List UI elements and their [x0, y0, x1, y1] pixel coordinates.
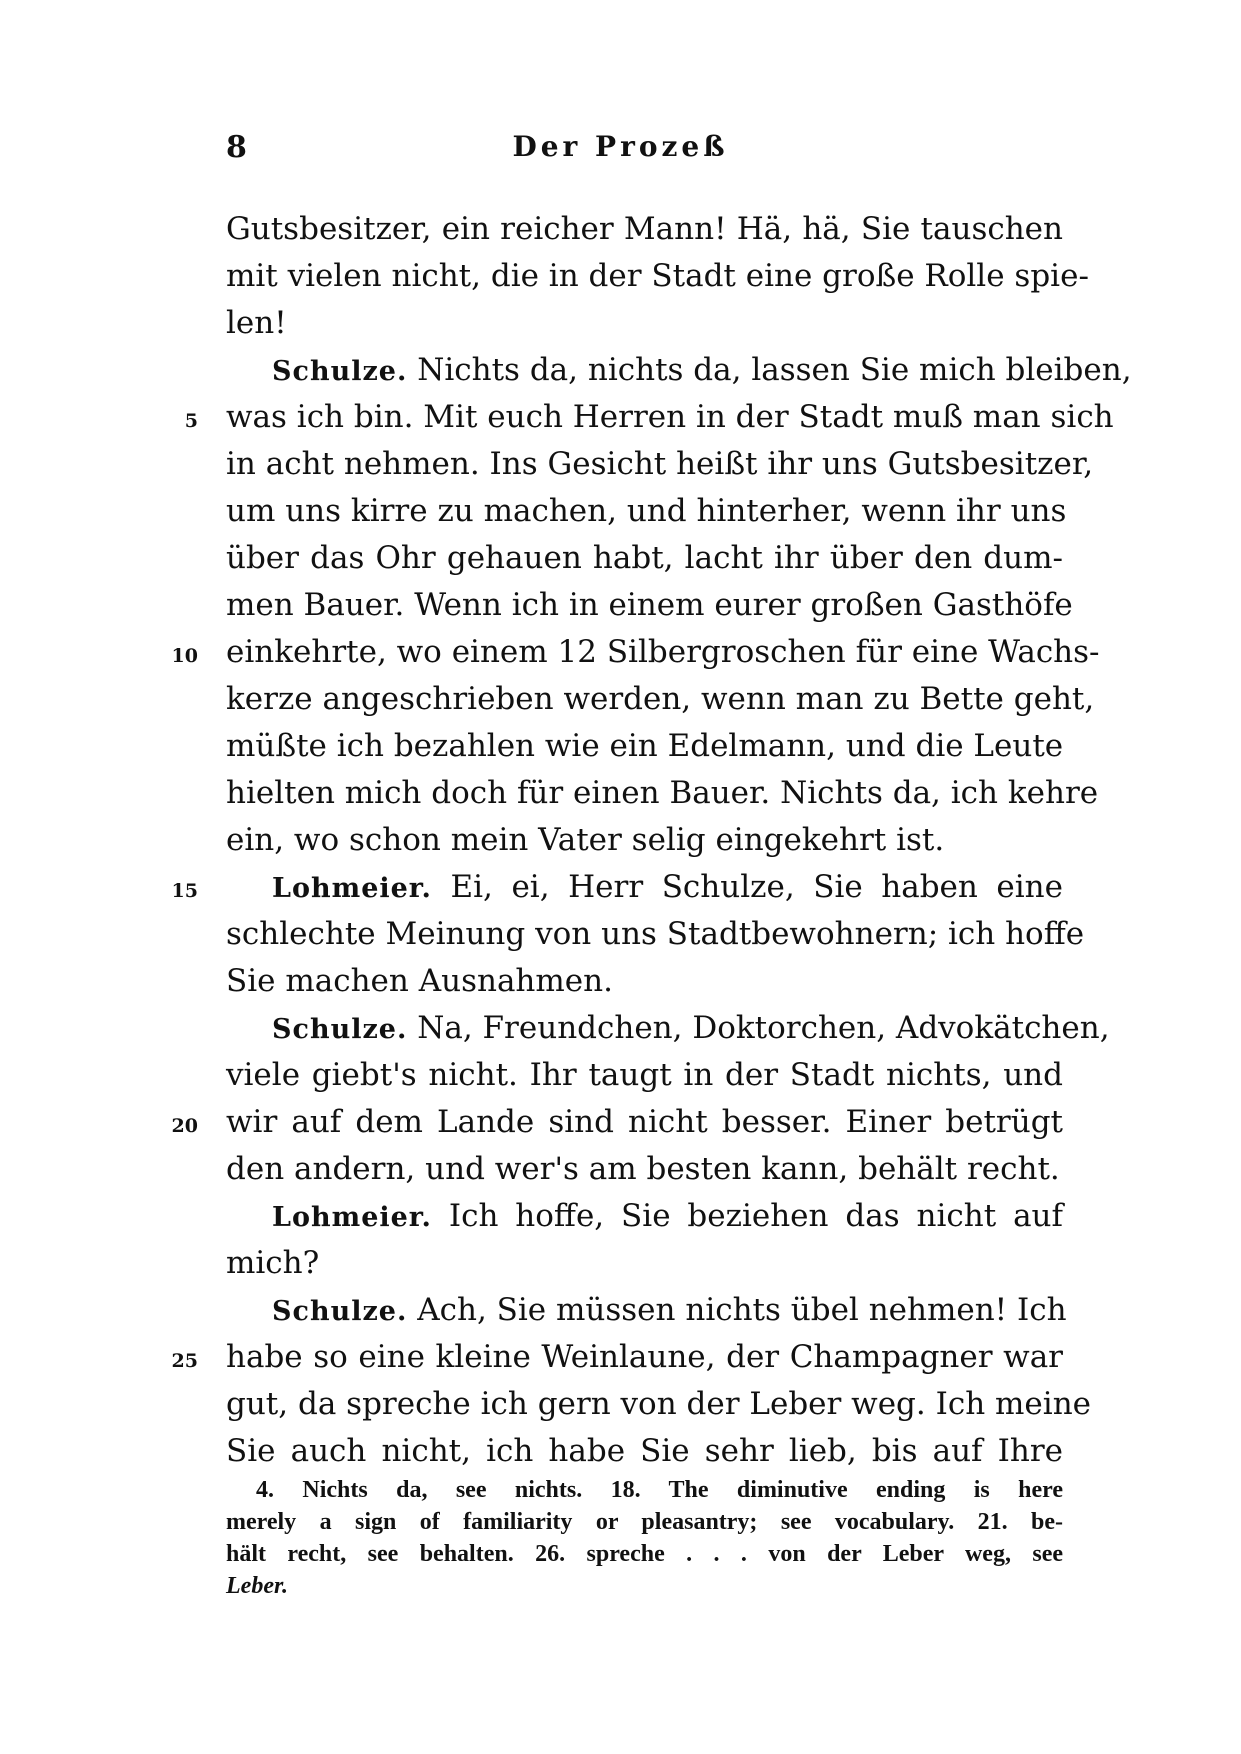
line-text — [226, 582, 1073, 629]
line-content: in acht nehmen. Ins Gesicht heißt ihr uns Gutsbesitzer, — [226, 446, 1094, 482]
line-content: Nichts da, nichts da, lassen Sie mich bleiben, — [417, 352, 1132, 388]
text-line — [171, 629, 1100, 676]
line-text — [226, 206, 1063, 253]
text-line — [226, 535, 1063, 582]
text-line — [226, 676, 1095, 723]
line-content: Ach, Sie müssen nichts übel nehmen! Ich — [417, 1292, 1067, 1328]
text-line — [226, 723, 1063, 770]
text-line — [226, 1052, 1063, 1099]
line-content: müßte ich bezahlen wie ein Edelmann, und die Leute — [226, 728, 1064, 764]
footnotes — [226, 1474, 1063, 1602]
text-line — [171, 1099, 1063, 1146]
line-content: schlechte Meinung von uns Stadtbewohnern; ich hoffe — [226, 916, 1085, 952]
line-text — [226, 488, 1067, 535]
line-text — [226, 1146, 1063, 1193]
line-text — [226, 535, 1063, 582]
text-line — [226, 817, 1063, 864]
text-line — [226, 1193, 1063, 1240]
line-text — [226, 958, 1063, 1005]
line-content: men Bauer. Wenn ich in einem eurer großen Gasthöfe — [226, 587, 1073, 623]
line-text — [226, 1381, 1092, 1428]
line-content: einkehrte, wo einem 12 Silbergroschen für eine Wachs- — [226, 634, 1100, 670]
footnote-line: merely a sign of familiarity or pleasantry; see vocabulary. 21. be- — [226, 1509, 1063, 1535]
line-number: 25 — [171, 1350, 198, 1372]
line-content: Gutsbesitzer, ein reicher Mann! Hä, hä, Sie tauschen — [226, 211, 1063, 247]
line-text — [226, 723, 1063, 770]
line-text — [226, 347, 1132, 395]
line-text — [226, 441, 1094, 488]
line-content: um uns kirre zu machen, und hinterher, wenn ihr uns — [226, 493, 1067, 529]
line-text — [226, 629, 1100, 676]
line-content: was ich bin. Mit euch Herren in der Stadt muß man sich — [226, 399, 1114, 435]
line-content: habe so eine kleine Weinlaune, der Champagner war — [226, 1339, 1063, 1375]
line-content: len! — [226, 305, 287, 341]
line-content: Sie auch nicht, ich habe Sie sehr lieb, bis auf Ihre — [226, 1433, 1063, 1469]
speaker-name: Lohmeier. — [272, 1202, 432, 1233]
line-number: 10 — [171, 645, 198, 667]
line-content: hielten mich doch für einen Bauer. Nichts da, ich kehre — [226, 775, 1099, 811]
line-text — [226, 1428, 1063, 1475]
text-line — [226, 1005, 1110, 1052]
text-line — [226, 1428, 1063, 1475]
text-line — [226, 488, 1067, 535]
line-content: über das Ohr gehauen habt, lacht ihr über den dum- — [226, 540, 1063, 576]
line-content: Sie machen Ausnahmen. — [226, 963, 613, 999]
line-content: gut, da spreche ich gern von der Leber weg. Ich meine — [226, 1386, 1092, 1422]
line-number: 5 — [184, 410, 198, 432]
line-text — [226, 300, 1063, 347]
text-line — [226, 911, 1085, 958]
speaker-name: Lohmeier. — [272, 873, 432, 904]
line-content: viele giebt's nicht. Ihr taugt in der Stadt nichts, und — [226, 1057, 1063, 1093]
line-text — [226, 864, 1063, 912]
line-number: 15 — [171, 880, 198, 902]
line-text — [226, 676, 1095, 723]
text-line — [226, 441, 1094, 488]
line-content: Ich hoffe, Sie beziehen das nicht auf — [448, 1198, 1063, 1234]
text-line — [226, 253, 1089, 300]
footnote-line: 4. Nichts da, see nichts. 18. The diminutive ending is here — [256, 1477, 1063, 1503]
text-line — [226, 206, 1063, 253]
line-text — [226, 1005, 1110, 1053]
footnote-line: hält recht, see behalten. 26. spreche . . . von der Leber weg, see — [226, 1541, 1063, 1567]
line-content: mit vielen nicht, die in der Stadt eine große Rolle spie- — [226, 258, 1089, 294]
line-text — [226, 1052, 1063, 1099]
text-line — [171, 1334, 1063, 1381]
text-line — [226, 1146, 1063, 1193]
line-content: Ei, ei, Herr Schulze, Sie haben eine — [450, 869, 1063, 905]
line-number: 20 — [171, 1115, 198, 1137]
line-text — [226, 1240, 1063, 1287]
footnote-line: Leber. — [226, 1573, 288, 1599]
line-content: ein, wo schon mein Vater selig eingekehrt ist. — [226, 822, 945, 858]
line-text — [226, 1334, 1063, 1381]
text-line — [226, 1287, 1067, 1334]
text-line — [226, 770, 1099, 817]
line-text — [226, 1193, 1063, 1241]
text-line — [226, 582, 1073, 629]
speaker-name: Schulze. — [272, 1014, 408, 1045]
line-content: kerze angeschrieben werden, wenn man zu Bette geht, — [226, 681, 1095, 717]
text-line — [226, 347, 1132, 394]
line-text — [226, 770, 1099, 817]
text-line — [171, 864, 1063, 911]
line-content: Na, Freundchen, Doktorchen, Advokätchen, — [417, 1010, 1110, 1046]
line-text — [226, 1287, 1067, 1335]
line-text — [226, 817, 1063, 864]
text-line — [226, 958, 1063, 1005]
text-line — [226, 1381, 1092, 1428]
line-content: mich? — [226, 1245, 320, 1281]
line-text — [226, 911, 1085, 958]
speaker-name: Schulze. — [272, 1296, 408, 1327]
text-line — [184, 394, 1114, 441]
page-number: 8 — [226, 130, 247, 165]
text-line — [226, 1240, 1063, 1287]
line-content: wir auf dem Lande sind nicht besser. Einer betrügt — [226, 1104, 1063, 1140]
line-text — [226, 253, 1089, 300]
speaker-name: Schulze. — [272, 356, 408, 387]
line-text — [226, 394, 1114, 441]
running-head: Der Prozeß — [512, 130, 729, 163]
main-text — [171, 206, 1132, 1475]
line-content: den andern, und wer's am besten kann, behält recht. — [226, 1151, 1060, 1187]
text-line — [226, 300, 1063, 347]
line-text — [226, 1099, 1063, 1146]
